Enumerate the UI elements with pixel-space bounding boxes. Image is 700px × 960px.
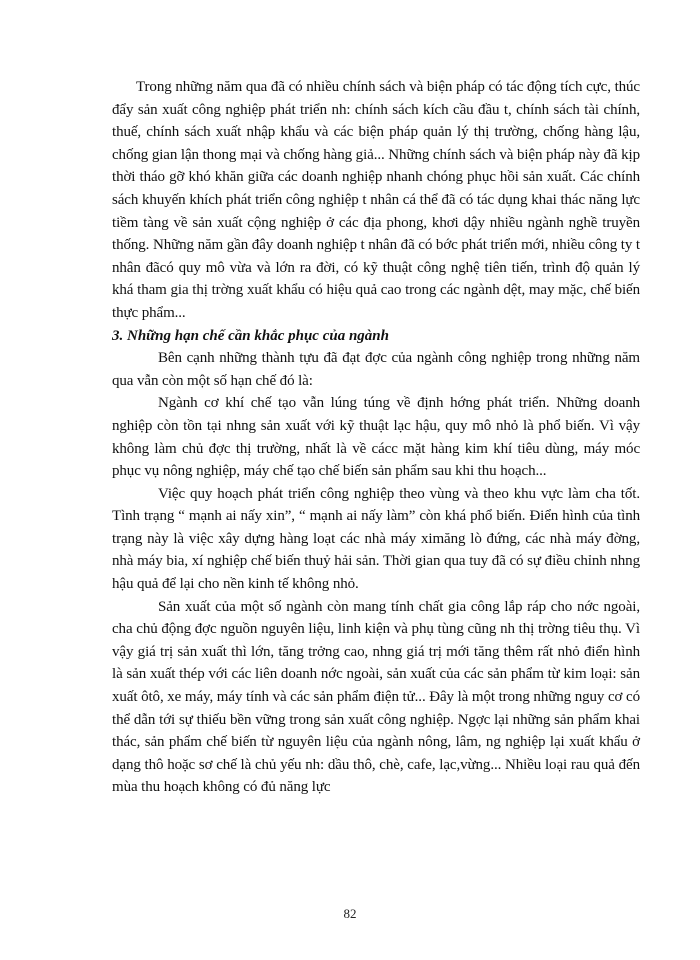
paragraph-planning: Việc quy hoạch phát triển công nghiệp theo vùng và theo khu vực làm cha tốt. Tình trạng “ mạnh ai nấy xin”, “ mạnh ai nấy làm” còn khá phổ biến. Điển hình của tình trạng này là việc xây dựng hàng loạt các nhà máy ximăng lò đứng, các nhà máy đờng, nhà máy bia, xí nghiệp chế biến thuỷ hải sản. Thời gian qua tuy đã có sự điều chỉnh nhng hậu quả để lại cho nền kinh tế không nhỏ. (112, 485, 640, 593)
page-body (112, 76, 640, 799)
paragraph-policies: Trong những năm qua đã có nhiều chính sách và biện pháp có tác động tích cực, thúc đẩy sản xuất công nghiệp phát triển nh: chính sách kích cầu đầu t, chính sách tài chính, thuế, chính sách xuất nhập khẩu và các biện pháp quản lý thị trường, chống hàng lậu, chống gian lận thong mại và chống hàng giả... Những chính sách và biện pháp này đã kịp thời tháo gỡ khó khăn giữa các doanh nghiệp nhanh chóng phục hồi sản xuất. Các chính sách khuyến khích phát triển công nghiệp t nhân cá thể đã có tác dụng khai thác năng lực tiềm tàng về sản xuất cộng nghiệp ở các địa phong, khơi dậy nhiều ngành nghề truyền thống. Những năm gần đây doanh nghiệp t nhân đã có bớc phát triển mới, nhiều công ty t nhân đãcó quy mô vừa và lớn ra đời, có kỹ thuật công nghệ tiên tiến, trình độ quản lý khá tham gia thị trờng xuất khẩu có hiệu quả cao trong các ngành dệt, may mặc, chế biến thực phẩm... (112, 79, 640, 321)
paragraph-intro-limitations: Bên cạnh những thành tựu đã đạt đợc của ngành công nghiệp trong những năm qua vẫn còn một số hạn chế đó là: (112, 350, 640, 389)
page-number: 82 (343, 906, 357, 921)
paragraph-mechanical-industry: Ngành cơ khí chế tạo vẫn lúng túng về định hớng phát triển. Những doanh nghiệp còn tồn tại nhng sản xuất với kỹ thuật lạc hậu, quy mô nhỏ là phổ biến. Vì vậy không làm chủ đợc thị trường, nhất là về cácc mặt hàng kim khí tiêu dùng, máy móc phục vụ nông nghiệp, máy chế tạo chế biến sản phẩm sau khi thu hoạch... (112, 395, 640, 480)
section-heading: 3. Những hạn chế cần khắc phục của ngành (112, 327, 389, 344)
paragraph-outsourcing: Sản xuất của một số ngành còn mang tính chất gia công lắp ráp cho nớc ngoài, cha chủ động đợc nguồn nguyên liệu, linh kiện và phụ tùng cũng nh thị trờng tiêu thụ. Vì vậy giá trị sản xuất thì lớn, tăng trởng cao, nhng giá trị mới tăng thêm rất nhỏ điển hình là sản xuất thép với các liên doanh nớc ngoài, sản xuất của các sản phẩm từ kim loại: sản xuất ôtô, xe máy, máy tính và các sản phẩm điện tử... Đây là một trong những nguy cơ có thể dẫn tới sự thiếu bền vững trong sản xuất công nghiệp. Ngợc lại những sản phẩm khai thác, sản phẩm chế biến từ nguyên liệu của ngành nông, lâm, ng nghiệp lại xuất khẩu ở dạng thô hoặc sơ chế là chủ yếu nh: dầu thô, chè, cafe, lạc,vừng... Nhiều loại rau quả đến mùa thu hoạch không có đủ năng lực (112, 598, 640, 796)
